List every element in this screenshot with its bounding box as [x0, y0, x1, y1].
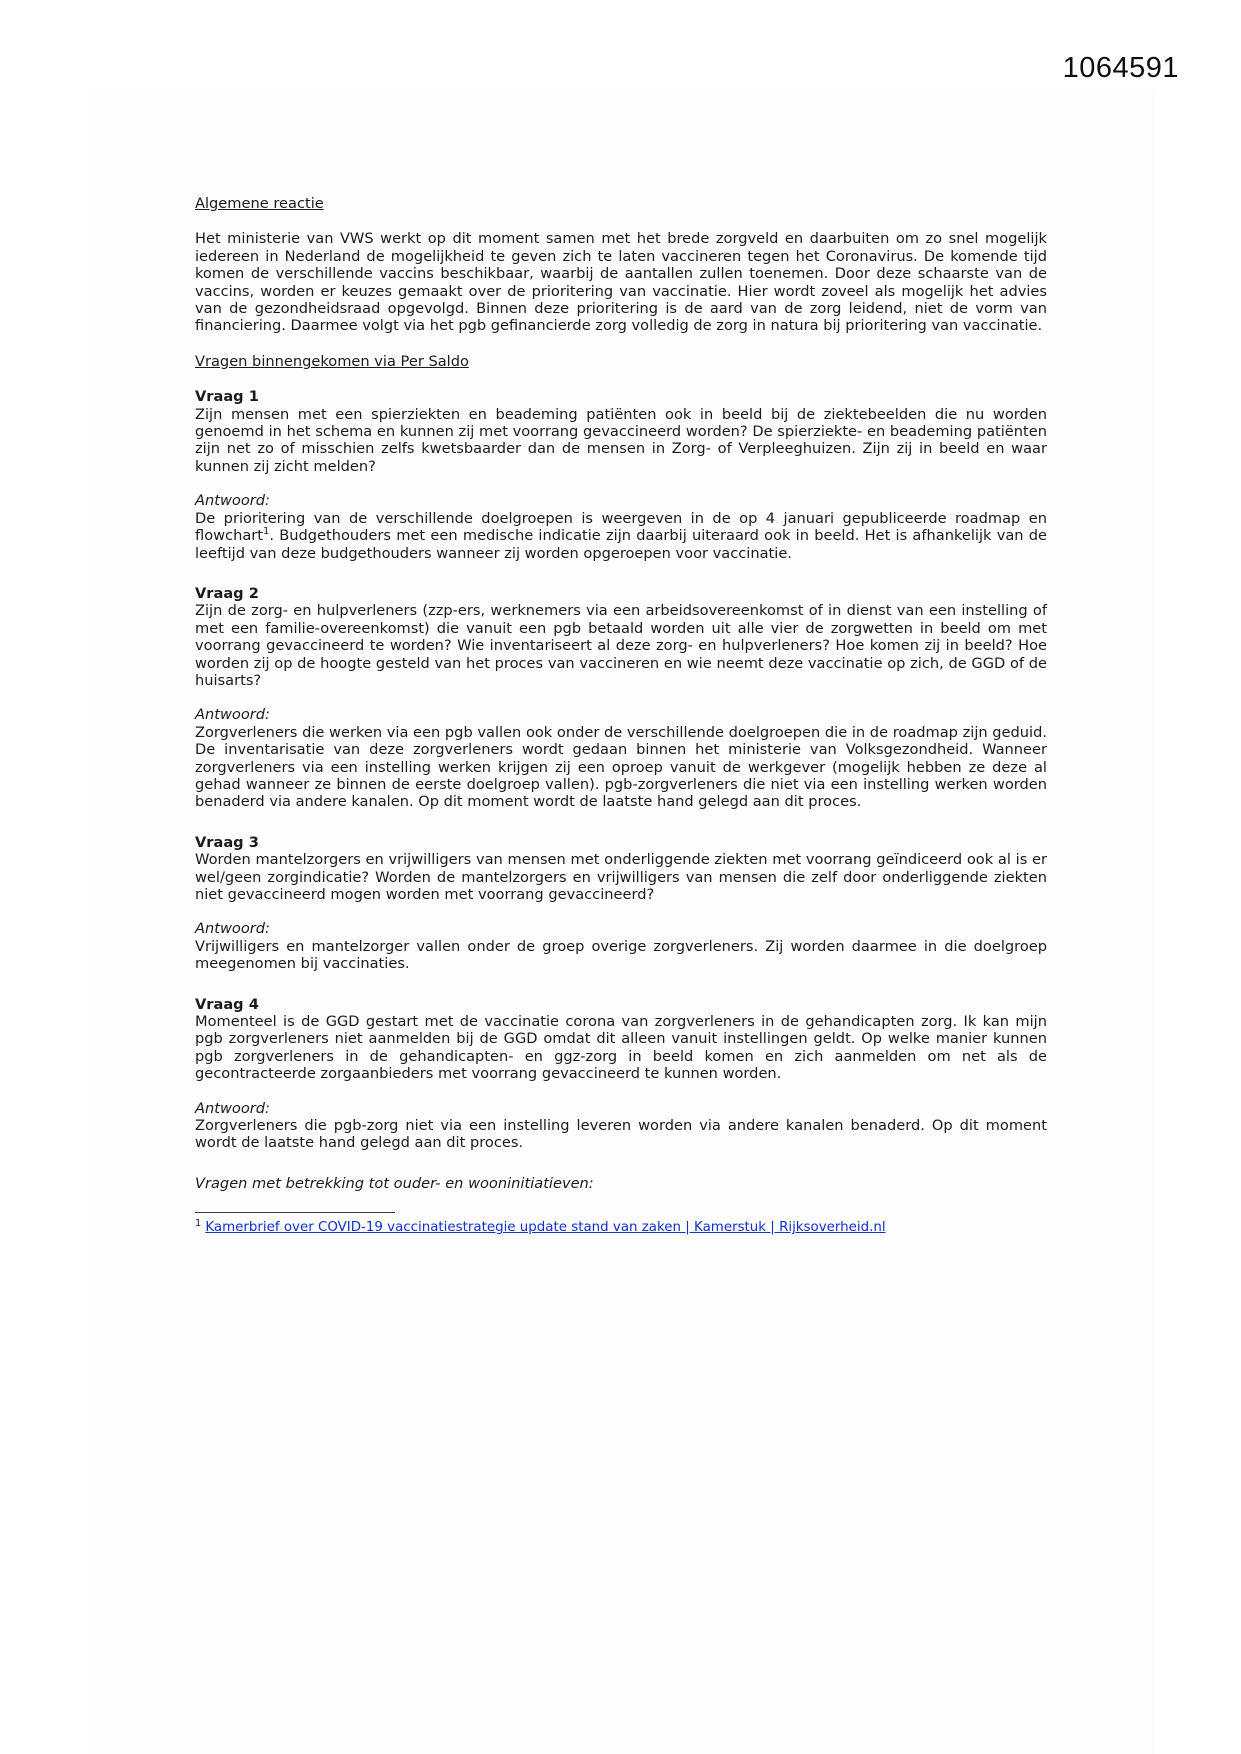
- question-text: Zijn de zorg- en hulpverleners (zzp-ers, werknemers via een arbeidsovereenkomst of in dienst van een instelling of met een familie-overeenkomst) die vanuit een pgb betaald worden uit alle vier de zorgwetten in beeld om met voorrang gevaccineerd te worden? Wie inventariseert al deze zorg- en hulpverleners? Hoe komen zij in beeld? Hoe worden zij op de hoogte gesteld van het proces van vaccineren en wie neemt deze vaccinatie op zich, de GGD of de huisarts?: [195, 602, 1047, 689]
- question-label: Vraag 3: [195, 833, 259, 851]
- question-text: Worden mantelzorgers en vrijwilligers van mensen met onderliggende ziekten met voorrang geïndiceerd ook al is er wel/geen zorgindicatie? Worden de mantelzorgers en vrijwilligers van mensen die zelf door onderliggende ziekten niet gevaccineerd mogen worden met voorrang gevaccineerd?: [195, 851, 1047, 903]
- general-reaction-paragraph: Het ministerie van VWS werkt op dit moment samen met het brede zorgveld en daarbuiten om zo snel mogelijk iedereen in Nederland de mogelijkheid te geven zich te laten vaccineren tegen het Coronavirus. De komende tijd komen de verschillende vaccins beschikbaar, waarbij de aantallen zullen toenemen. Door deze schaarste van de vaccins, worden er keuzes gemaakt over de prioritering van vaccinatie. Hier wordt zoveel als mogelijk het advies van de gezondheidsraad opgevolgd. Binnen deze prioritering is de aard van de zorg leidend, niet de vorm van financiering. Daarmee volgt via het pgb gefinancierde zorg volledig de zorg in natura bij prioritering van vaccinatie.: [195, 230, 1047, 335]
- qa-block-1: [195, 388, 1047, 562]
- answer-text: Zorgverleners die werken via een pgb vallen ook onder de verschillende doelgroepen die in de roadmap zijn geduid. De inventarisatie van deze zorgverleners wordt gedaan binnen het ministerie van Volksgezondheid. Wanneer zorgverleners via een instelling werken krijgen zij een oproep vanuit de werkgever (mogelijk hebben ze deze al gehad wanneer ze binnen de eerste doelgroep vallen). pgb-zorgverleners die niet via een instelling werken worden benaderd via andere kanalen. Op dit moment wordt de laatste hand gelegd aan dit proces.: [195, 723, 1047, 811]
- answer-label: Antwoord:: [195, 706, 270, 724]
- persaldo-questions-heading: Vragen binnengekomen via Per Saldo: [195, 352, 469, 370]
- footnote: [195, 1217, 1047, 1236]
- answer-text-part: De prioritering van de verschillende doelgroepen is weergeven in de op 4 januari gepubliceerde roadmap en flowchart: [195, 509, 1047, 545]
- document-body: [195, 195, 1047, 1236]
- answer-text: Vrijwilligers en mantelzorger vallen onder de groep overige zorgverleners. Zij worden daarmee in die doelgroep meegenomen bij vaccinaties.: [195, 937, 1047, 973]
- question-label: Vraag 2: [195, 584, 259, 602]
- answer-label: Antwoord:: [195, 1099, 270, 1117]
- qa-block-4: [195, 996, 1047, 1152]
- wooninitiatieven-heading: Vragen met betrekking tot ouder- en wooninitiatieven:: [195, 1174, 594, 1192]
- answer-label: Antwoord:: [195, 492, 270, 510]
- qa-block-3: [195, 834, 1047, 973]
- footnote-link[interactable]: Kamerbrief over COVID-19 vaccinatiestrategie update stand van zaken | Kamerstuk | Rijksoverheid.nl: [205, 1220, 886, 1236]
- question-text: Zijn mensen met een spierziekten en beademing patiënten ook in beeld bij de ziektebeelden die nu worden genoemd in het schema en kunnen zij met voorrang gevaccineerd worden? De spierziekte- en beademing patiënten zijn net zo of misschien zelfs kwetsbaarder dan de mensen in Zorg- of Verpleeghuizen. Zijn zij in beeld en waar kunnen zij zicht melden?: [195, 405, 1047, 475]
- footnote-divider: [195, 1212, 395, 1213]
- question-label: Vraag 4: [195, 995, 259, 1013]
- document-number: 1064591: [1062, 52, 1179, 84]
- general-reaction-heading: Algemene reactie: [195, 195, 324, 212]
- footnote-marker: 1: [195, 1217, 202, 1229]
- question-text: Momenteel is de GGD gestart met de vaccinatie corona van zorgverleners in de gehandicapten zorg. Ik kan mijn pgb zorgverleners niet aanmelden bij de GGD omdat dit alleen vanuit instellingen geldt. Op welke manier kunnen pgb zorgverleners in de gehandicapten- en ggz-zorg in beeld komen en zich aanmelden om net als de gecontracteerde zorgaanbieders met voorrang gevaccineerd te kunnen worden.: [195, 1013, 1047, 1083]
- answer-text-part: . Budgethouders met een medische indicatie zijn daarbij uiteraard ook in beeld. Het is afhankelijk van de leeftijd van deze budgethouders wanneer zij worden opgeroepen voor vaccinatie.: [195, 527, 1047, 562]
- question-label: Vraag 1: [195, 388, 259, 406]
- answer-text: [195, 510, 1047, 562]
- answer-label: Antwoord:: [195, 920, 270, 938]
- answer-text: Zorgverleners die pgb-zorg niet via een instelling leveren worden via andere kanalen benaderd. Op dit moment wordt de laatste hand gelegd aan dit proces.: [195, 1117, 1047, 1152]
- qa-block-2: [195, 585, 1047, 811]
- footnote-reference-marker: 1: [263, 526, 270, 538]
